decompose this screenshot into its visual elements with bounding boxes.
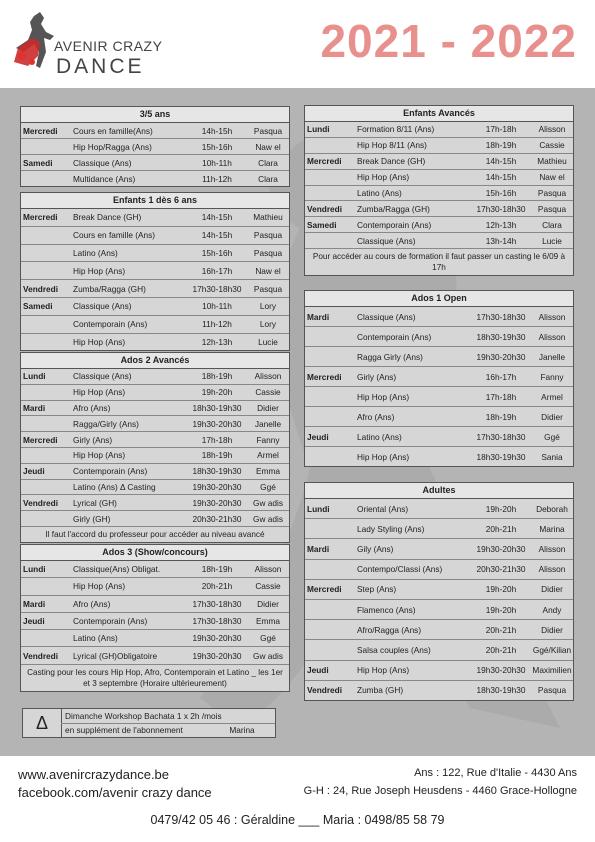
schedule-row	[21, 139, 289, 155]
panel-title: 3/5 ans	[21, 107, 289, 123]
time-cell: 19h30-20h30	[476, 543, 526, 554]
schedule-row	[305, 170, 573, 186]
teacher-cell: Cassie	[539, 140, 565, 151]
time-cell: 16h-17h	[201, 265, 233, 276]
time-cell: 15h-16h	[485, 188, 517, 198]
time-cell: 14h-15h	[485, 172, 517, 183]
teacher-cell: Alisson	[538, 564, 566, 575]
teacher-cell: Lucie	[542, 235, 562, 246]
panel-adultes	[304, 482, 574, 701]
time-cell: 18h-19h	[201, 371, 233, 382]
teacher-cell: Janelle	[254, 418, 282, 429]
time-cell: 20h30-21h30	[476, 564, 526, 575]
day-cell: Jeudi	[23, 616, 45, 627]
time-cell: 19h30-20h30	[192, 418, 242, 429]
workshop-line-1: Dimanche Workshop Bachata 1 x 2h /mois	[65, 711, 222, 721]
schedule-row	[21, 511, 289, 526]
schedule-row	[21, 262, 289, 280]
teacher-cell: Clara	[258, 173, 278, 184]
course-cell: Afro/Ragga (Ans)	[357, 624, 422, 635]
teacher-cell: Didier	[541, 411, 563, 422]
course-cell: Contemporain (Ans)	[357, 331, 432, 342]
schedule-rows	[305, 122, 573, 248]
time-cell: 17h30-18h30	[476, 203, 526, 214]
course-cell: Flamenco (Ans)	[357, 604, 416, 615]
header	[0, 0, 595, 88]
course-cell: Gily (Ans)	[357, 543, 394, 554]
day-cell: Vendredi	[23, 283, 59, 294]
course-cell: Hip Hop (Ans)	[73, 581, 126, 592]
teacher-cell: Ggé	[260, 481, 276, 492]
schedule-row	[21, 155, 289, 171]
time-cell: 19h30-20h30	[192, 497, 242, 508]
panel-ados-1-open	[304, 290, 574, 467]
schedule-row	[21, 171, 289, 186]
time-cell: 15h-16h	[201, 247, 233, 258]
logo-text-top: AVENIR CRAZY	[54, 38, 163, 54]
teacher-cell: Alisson	[254, 371, 282, 382]
course-cell: Zumba/Ragga (GH)	[73, 283, 146, 294]
day-cell: Mardi	[23, 402, 46, 413]
day-cell: Mardi	[307, 311, 330, 322]
schedule-row	[21, 432, 289, 448]
course-cell: Latino (Ans)	[357, 431, 402, 442]
time-cell: 14h-15h	[485, 156, 517, 167]
schedule-row	[21, 209, 289, 227]
schedule-row	[305, 201, 573, 217]
time-cell: 18h-19h	[485, 411, 517, 422]
schedule-row	[305, 447, 573, 466]
course-cell: Classique (Ans)	[357, 235, 416, 246]
teacher-cell: Marina	[539, 523, 565, 534]
schedule-row	[21, 401, 289, 417]
schedule-row	[21, 613, 289, 630]
teacher-cell: Lory	[259, 319, 277, 330]
schedule-row	[21, 480, 289, 496]
teacher-cell: Didier	[541, 584, 563, 595]
schedule-row	[21, 596, 289, 613]
time-cell: 17h30-18h30	[192, 616, 242, 627]
time-cell: 17h-18h	[485, 124, 517, 135]
day-cell: Lundi	[307, 124, 330, 135]
course-cell: Contemporain (Ans)	[357, 219, 432, 230]
day-cell: Vendredi	[307, 203, 343, 214]
schedule-row	[21, 245, 289, 263]
schedule-row	[21, 123, 289, 139]
day-cell: Lundi	[307, 503, 330, 514]
course-cell: Hip Hop (Ans)	[357, 665, 410, 676]
schedule-row	[21, 298, 289, 316]
time-cell: 20h-21h	[485, 624, 517, 635]
course-cell: Cours en famille(Ans)	[73, 125, 153, 136]
schedule-rows	[305, 499, 573, 700]
schedule-row	[305, 539, 573, 559]
schedule-row	[21, 280, 289, 298]
course-cell: Hip Hop (Ans)	[73, 336, 126, 347]
teacher-cell: Emma	[256, 466, 280, 477]
divider	[61, 723, 275, 724]
teacher-cell: Mathieu	[537, 156, 567, 167]
teacher-cell: Naw el	[255, 265, 281, 276]
day-cell: Mercredi	[307, 584, 342, 595]
day-cell: Jeudi	[307, 431, 329, 442]
time-cell: 18h30-19h30	[192, 466, 242, 477]
panel-title: Adultes	[305, 483, 573, 499]
time-cell: 19h30-20h30	[476, 351, 526, 362]
teacher-cell: Maximilien	[532, 665, 572, 676]
panel-title: Ados 3 (Show/concours)	[21, 545, 289, 561]
time-cell: 17h30-18h30	[192, 598, 242, 609]
course-cell: Classique (Ans)	[73, 157, 132, 168]
schedule-rows	[21, 369, 289, 526]
logo	[10, 8, 180, 82]
time-cell: 19h30-20h30	[192, 633, 242, 644]
teacher-cell: Didier	[257, 598, 279, 609]
time-cell: 11h-12h	[202, 173, 232, 184]
course-cell: Hip Hop (Ans)	[357, 451, 410, 462]
course-cell: Contemporain (Ans)	[73, 616, 148, 627]
teacher-cell: Alisson	[538, 331, 566, 342]
panel-ados-3-show	[20, 544, 290, 692]
time-cell: 18h-19h	[485, 140, 517, 151]
schedule-row	[305, 154, 573, 170]
teacher-cell: Gw adis	[253, 513, 283, 524]
time-cell: 18h-19h	[201, 450, 233, 461]
day-cell: Vendredi	[23, 650, 59, 661]
time-cell: 10h-11h	[202, 301, 232, 312]
address-grace-hollogne: G-H : 24, Rue Joseph Heusdens - 4460 Grace-Hollogne	[303, 785, 577, 797]
day-cell: Mercredi	[23, 212, 58, 223]
course-cell: Girly (Ans)	[73, 434, 113, 445]
course-cell: Latino (Ans) Δ Casting	[73, 481, 156, 492]
time-cell: 11h-12h	[202, 319, 232, 330]
course-cell: Girly (GH)	[73, 513, 111, 524]
teacher-cell: Ggé	[260, 633, 276, 644]
delta-symbol: Δ	[23, 709, 62, 737]
time-cell: 13h-14h	[485, 235, 517, 246]
course-cell: Contempo/Classi (Ans)	[357, 564, 443, 575]
teacher-cell: Pasqua	[253, 247, 283, 258]
day-cell: Jeudi	[307, 665, 329, 676]
schedule-row	[305, 186, 573, 202]
course-cell: Classique (Ans)	[73, 371, 132, 382]
course-cell: Hip Hop (Ans)	[357, 172, 410, 183]
day-cell: Mardi	[307, 543, 330, 554]
course-cell: Afro (Ans)	[73, 598, 111, 609]
course-cell: Cours en famille (Ans)	[73, 230, 156, 241]
time-cell: 20h30-21h30	[192, 513, 242, 524]
course-cell: Hip Hop (Ans)	[357, 391, 410, 402]
schedule-row	[305, 560, 573, 580]
course-cell: Lyrical (GH)Obligatoire	[73, 650, 158, 661]
course-cell: Break Dance (GH)	[73, 212, 142, 223]
teacher-cell: Alisson	[538, 543, 566, 554]
teacher-cell: Ggé	[544, 431, 560, 442]
course-cell: Salsa couples (Ans)	[357, 644, 431, 655]
schedule-row	[305, 580, 573, 600]
teacher-cell: Armel	[257, 450, 279, 461]
course-cell: Lyrical (GH)	[73, 497, 117, 508]
teacher-cell: Lory	[259, 301, 277, 312]
schedule-row	[21, 448, 289, 464]
time-cell: 20h-21h	[201, 581, 233, 592]
time-cell: 19h30-20h30	[476, 665, 526, 676]
schedule-row	[305, 620, 573, 640]
teacher-cell: Fanny	[256, 434, 280, 445]
schedule-row	[21, 561, 289, 578]
schedule-row	[305, 681, 573, 700]
teacher-cell: Clara	[258, 157, 278, 168]
course-cell: Afro (Ans)	[357, 411, 395, 422]
time-cell: 15h-16h	[201, 141, 233, 152]
schedule-rows	[21, 123, 289, 186]
time-cell: 19h-20h	[485, 584, 517, 595]
time-cell: 17h30-18h30	[476, 431, 526, 442]
panel-note: Pour accéder au cours de formation il faut passer un casting le 6/09 à 17h	[305, 248, 573, 275]
schedule-row	[305, 347, 573, 367]
teacher-cell: Lucie	[258, 336, 278, 347]
course-cell: Ragga/Girly (Ans)	[73, 418, 139, 429]
schedule-rows	[21, 561, 289, 664]
schedule-row	[305, 307, 573, 327]
time-cell: 17h-18h	[485, 391, 517, 402]
schedule-row	[305, 407, 573, 427]
time-cell: 17h30-18h30	[476, 311, 526, 322]
day-cell: Samedi	[23, 157, 53, 168]
panel-title: Enfants Avancés	[305, 106, 573, 122]
panel-enfants-1	[20, 192, 290, 351]
workshop-box	[22, 708, 276, 738]
teacher-cell: Pasqua	[537, 685, 567, 696]
teacher-cell: Gw adis	[253, 650, 283, 661]
address-ans: Ans : 122, Rue d'Italie - 4430 Ans	[414, 767, 577, 779]
schedule-row	[21, 385, 289, 401]
teacher-cell: Pasqua	[537, 188, 567, 198]
panel-enfants-avances	[304, 105, 574, 276]
schedule-row	[21, 464, 289, 480]
schedule-row	[21, 369, 289, 385]
schedule-row	[305, 640, 573, 660]
time-cell: 14h-15h	[201, 230, 233, 241]
panel-title: Ados 2 Avancés	[21, 353, 289, 369]
schedule-row	[305, 600, 573, 620]
course-cell: Latino (Ans)	[73, 633, 118, 644]
course-cell: Ragga Girly (Ans)	[357, 351, 423, 362]
time-cell: 18h30-19h30	[476, 451, 526, 462]
teacher-cell: Naw el	[255, 141, 281, 152]
teacher-cell: Fanny	[540, 371, 564, 382]
schedule-row	[305, 367, 573, 387]
time-cell: 17h-18h	[201, 434, 233, 445]
panel-title: Ados 1 Open	[305, 291, 573, 307]
day-cell: Samedi	[23, 301, 53, 312]
workshop-line-2: en supplément de l'abonnement	[65, 725, 183, 735]
logo-text-bottom: DANCE	[56, 55, 145, 78]
course-cell: Latino (Ans)	[357, 188, 402, 198]
time-cell: 19h-20h	[485, 604, 517, 615]
teacher-cell: Cassie	[255, 387, 281, 398]
teacher-cell: Alisson	[254, 564, 282, 575]
time-cell: 19h-20h	[485, 503, 517, 514]
schedule-rows	[21, 209, 289, 350]
schedule-row	[305, 122, 573, 138]
course-cell: Multidance (Ans)	[73, 173, 136, 184]
schedule-row	[305, 499, 573, 519]
facebook-link[interactable]: facebook.com/avenir crazy dance	[18, 785, 212, 800]
time-cell: 20h-21h	[485, 523, 517, 534]
teacher-cell: Gw adis	[253, 497, 283, 508]
time-cell: 19h-20h	[201, 387, 233, 398]
schedule-row	[21, 316, 289, 334]
teacher-cell: Clara	[542, 219, 562, 230]
time-cell: 10h-11h	[202, 157, 232, 168]
day-cell: Jeudi	[23, 466, 45, 477]
workshop-teacher: Marina	[229, 725, 255, 735]
phone-numbers: 0479/42 05 46 : Géraldine ___ Maria : 0498/85 58 79	[150, 813, 445, 827]
teacher-cell: Didier	[541, 624, 563, 635]
schedule-row	[21, 647, 289, 663]
day-cell: Mercredi	[307, 371, 342, 382]
schedule-row	[305, 327, 573, 347]
time-cell: 18h30-19h30	[192, 402, 242, 413]
teacher-cell: Andy	[542, 604, 562, 615]
day-cell: Mercredi	[307, 156, 342, 167]
teacher-cell: Didier	[257, 402, 279, 413]
course-cell: Lady Styling (Ans)	[357, 523, 425, 534]
day-cell: Lundi	[23, 371, 46, 382]
time-cell: 14h-15h	[201, 212, 233, 223]
teacher-cell: Naw el	[539, 172, 565, 183]
panel-title: Enfants 1 dès 6 ans	[21, 193, 289, 209]
time-cell: 17h30-18h30	[192, 283, 242, 294]
teacher-cell: Sania	[541, 451, 563, 462]
course-cell: Classique(Ans) Obligat.	[73, 564, 161, 575]
day-cell: Samedi	[307, 219, 337, 230]
course-cell: Zumba (GH)	[357, 685, 404, 696]
teacher-cell: Alisson	[538, 124, 566, 135]
teacher-cell: Pasqua	[253, 283, 283, 294]
schedule-row	[305, 661, 573, 681]
teacher-cell: Mathieu	[253, 212, 283, 223]
teacher-cell: Cassie	[255, 581, 281, 592]
time-cell: 20h-21h	[485, 644, 517, 655]
course-cell: Hip Hop/Ragga (Ans)	[73, 141, 152, 152]
day-cell: Vendredi	[23, 497, 59, 508]
day-cell: Lundi	[23, 564, 46, 575]
course-cell: Girly (Ans)	[357, 371, 397, 382]
time-cell: 12h-13h	[201, 336, 233, 347]
website-link[interactable]: www.avenircrazydance.be	[18, 767, 170, 782]
time-cell: 12h-13h	[485, 219, 517, 230]
schedule-row	[305, 519, 573, 539]
schedule-row	[21, 630, 289, 647]
course-cell: Contemporain (Ans)	[73, 466, 148, 477]
time-cell: 18h-19h	[201, 564, 233, 575]
day-cell: Mercredi	[23, 125, 58, 136]
teacher-cell: Ggé/Kilian	[532, 644, 572, 655]
course-cell: Step (Ans)	[357, 584, 397, 595]
teacher-cell: Pasqua	[253, 230, 283, 241]
time-cell: 14h-15h	[201, 125, 233, 136]
course-cell: Oriental (Ans)	[357, 503, 409, 514]
time-cell: 19h30-20h30	[192, 481, 242, 492]
schedule-row	[21, 578, 289, 595]
season-year: 2021 - 2022	[320, 15, 577, 67]
course-cell: Break Dance (GH)	[357, 156, 426, 167]
schedule-row	[305, 387, 573, 407]
course-cell: Afro (Ans)	[73, 402, 111, 413]
teacher-cell: Deborah	[536, 503, 568, 514]
time-cell: 19h30-20h30	[192, 650, 242, 661]
day-cell: Mercredi	[23, 434, 58, 445]
schedule-row	[305, 427, 573, 447]
panel-ados-2-avances	[20, 352, 290, 543]
schedule-row	[305, 233, 573, 248]
teacher-cell: Emma	[256, 616, 280, 627]
schedule-area	[0, 88, 595, 756]
teacher-cell: Pasqua	[253, 125, 283, 136]
teacher-cell: Armel	[541, 391, 563, 402]
course-cell: Zumba/Ragga (GH)	[357, 203, 430, 214]
schedule-row	[305, 138, 573, 154]
teacher-cell: Janelle	[538, 351, 566, 362]
course-cell: Hip Hop (Ans)	[73, 265, 126, 276]
course-cell: Classique (Ans)	[357, 311, 416, 322]
course-cell: Classique (Ans)	[73, 301, 132, 312]
course-cell: Formation 8/11 (Ans)	[357, 124, 435, 135]
course-cell: Hip Hop (Ans)	[73, 387, 126, 398]
schedule-row	[305, 217, 573, 233]
footer	[0, 756, 595, 842]
schedule-row	[21, 334, 289, 351]
course-cell: Latino (Ans)	[73, 247, 118, 258]
day-cell: Vendredi	[307, 685, 343, 696]
teacher-cell: Pasqua	[537, 203, 567, 214]
schedule-row	[21, 495, 289, 511]
course-cell: Hip Hop 8/11 (Ans)	[357, 140, 427, 151]
time-cell: 18h30-19h30	[476, 331, 526, 342]
day-cell: Mardi	[23, 598, 46, 609]
panel-note: Casting pour les cours Hip Hop, Afro, Contemporain et Latino _ les 1er et 3 septembre (Horaire ultérieurement)	[21, 664, 289, 691]
time-cell: 18h30-19h30	[476, 685, 526, 696]
teacher-cell: Alisson	[538, 311, 566, 322]
panel-note: Il faut l'accord du professeur pour accéder au niveau avancé	[21, 526, 289, 542]
schedule-rows	[305, 307, 573, 466]
schedule-row	[21, 227, 289, 245]
course-cell: Contemporain (Ans)	[73, 319, 148, 330]
panel-3-5-ans	[20, 106, 290, 187]
schedule-row	[21, 416, 289, 432]
course-cell: Hip Hop (Ans)	[73, 450, 126, 461]
time-cell: 16h-17h	[485, 371, 517, 382]
